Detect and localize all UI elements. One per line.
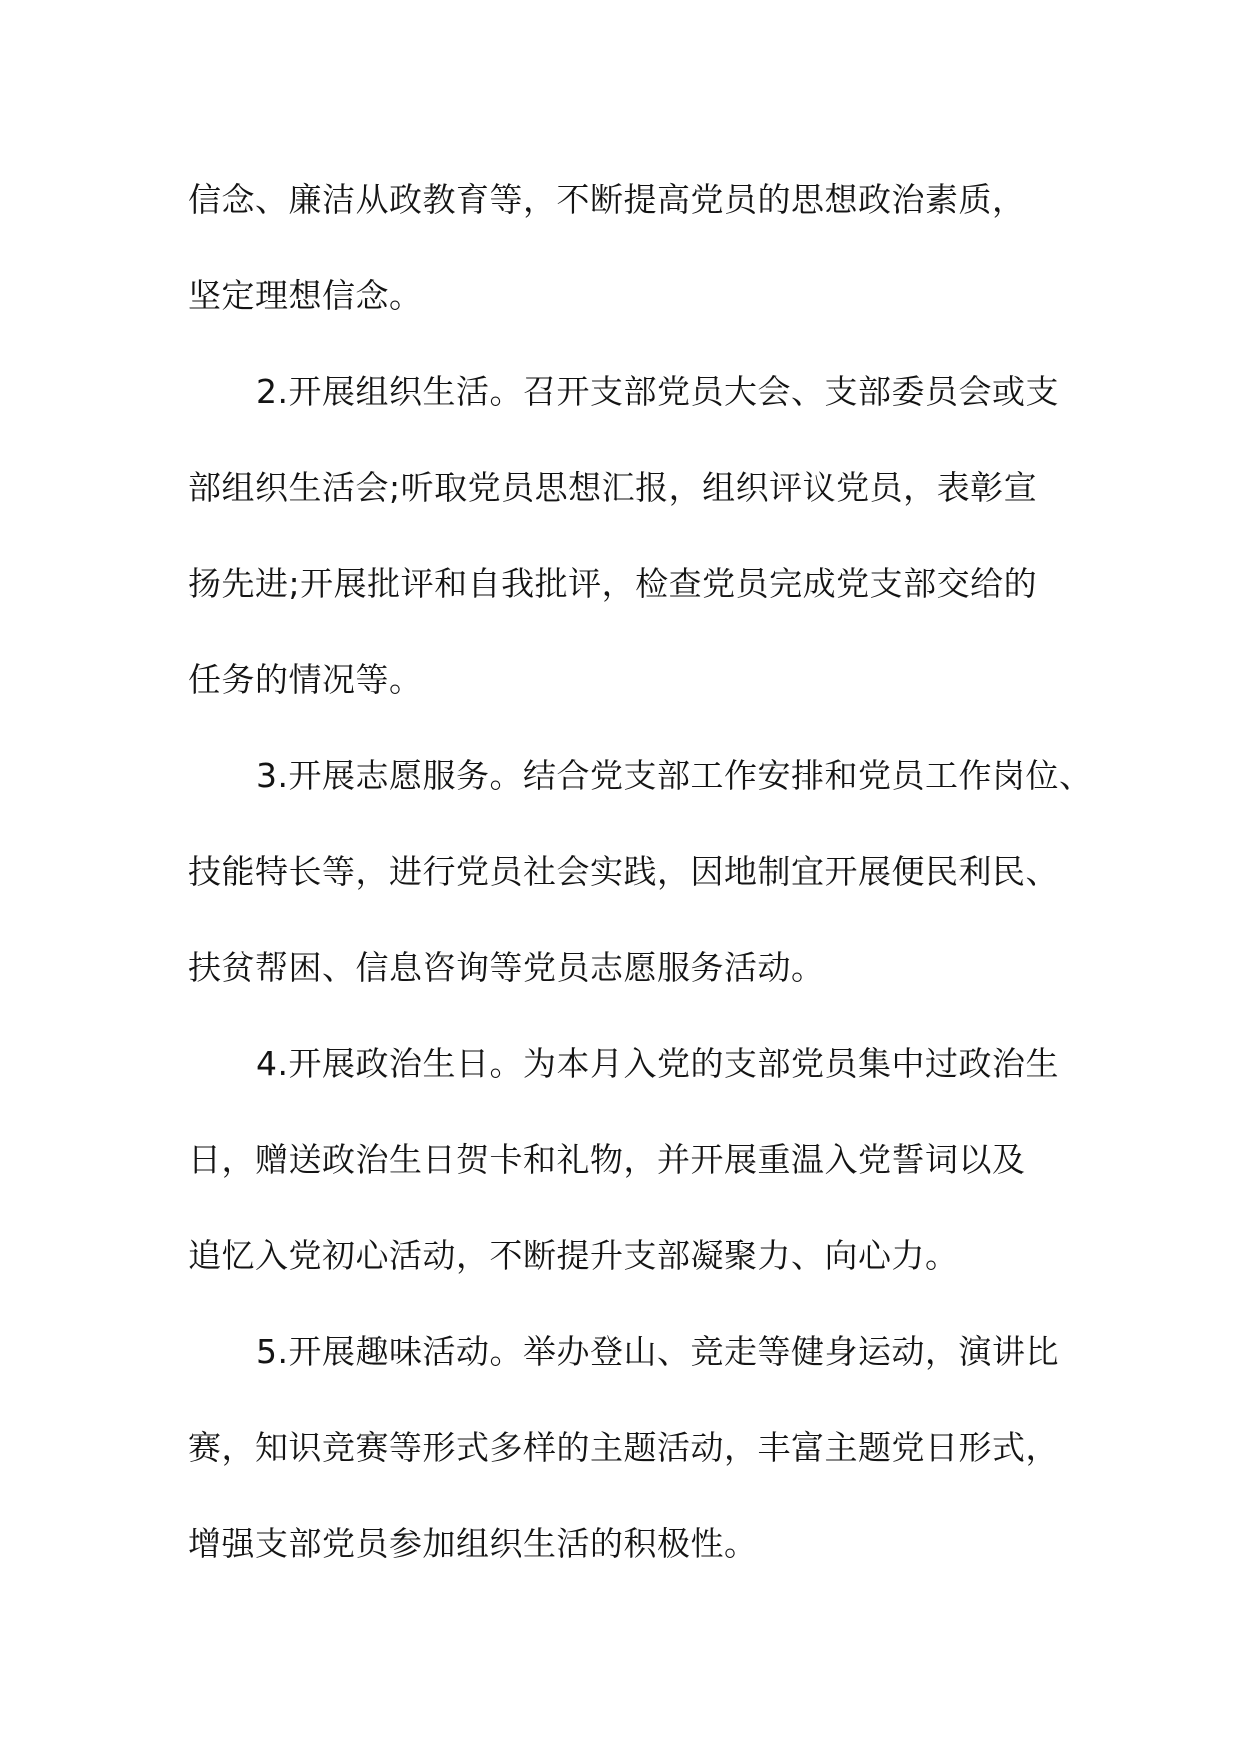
text-line: 扬先进;开展批评和自我批评，检查党员完成党支部交给的 — [188, 564, 1038, 603]
paragraph-4-start: 4.开展政治生日。为本月入党的支部党员集中过政治生 — [256, 1044, 1059, 1083]
text-line: 赛，知识竞赛等形式多样的主题活动，丰富主题党日形式， — [188, 1428, 1059, 1467]
text-line: 信念、廉洁从政教育等，不断提高党员的思想政治素质， — [188, 180, 1026, 219]
paragraph-3-start: 3.开展志愿服务。结合党支部工作安排和党员工作岗位、 — [256, 756, 1093, 795]
paragraph-5-start: 5.开展趣味活动。举办登山、竞走等健身运动，演讲比 — [256, 1332, 1059, 1371]
text-line: 任务的情况等。 — [188, 660, 423, 699]
text-line: 扶贫帮困、信息咨询等党员志愿服务活动。 — [188, 948, 825, 987]
text-line: 坚定理想信念。 — [188, 276, 423, 315]
text-line: 部组织生活会;听取党员思想汇报，组织评议党员，表彰宣 — [188, 468, 1038, 507]
text-line: 追忆入党初心活动，不断提升支部凝聚力、向心力。 — [188, 1236, 959, 1275]
text-line: 增强支部党员参加组织生活的积极性。 — [188, 1524, 758, 1563]
text-line: 日，赠送政治生日贺卡和礼物，并开展重温入党誓词以及 — [188, 1140, 1026, 1179]
paragraph-2-start: 2.开展组织生活。召开支部党员大会、支部委员会或支 — [256, 372, 1059, 411]
text-line: 技能特长等，进行党员社会实践，因地制宜开展便民利民、 — [188, 852, 1059, 891]
